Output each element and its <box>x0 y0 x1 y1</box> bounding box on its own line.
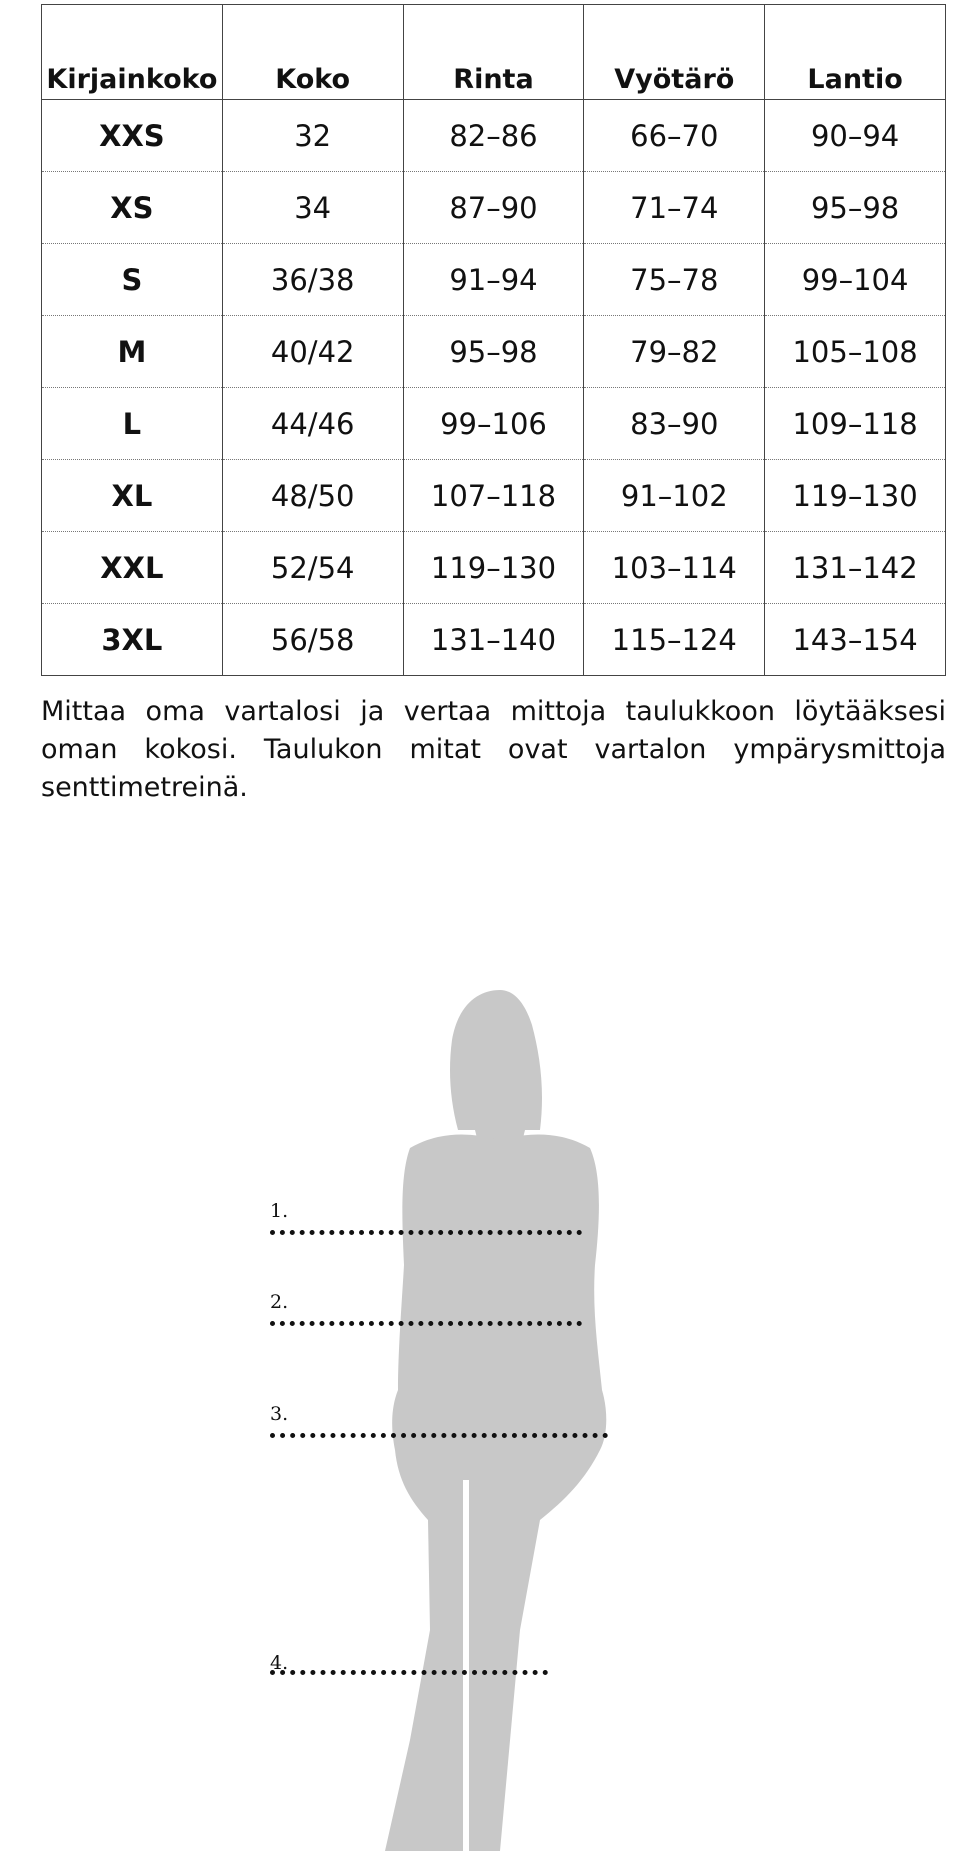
letter-size-cell: S <box>42 244 223 316</box>
hips-cell: 99–104 <box>765 244 946 316</box>
marker-number: 2. <box>270 1291 289 1313</box>
letter-size-cell: XS <box>42 172 223 244</box>
header-letter-size: Kirjainkoko <box>42 5 223 100</box>
hips-cell: 131–142 <box>765 532 946 604</box>
measurement-marker-inseam <box>270 1652 548 1675</box>
chest-cell: 119–130 <box>403 532 584 604</box>
waist-cell: 91–102 <box>584 460 765 532</box>
header-size: Koko <box>222 5 403 100</box>
dotted-line <box>270 1670 548 1675</box>
marker-number: 1. <box>270 1200 289 1222</box>
waist-cell: 71–74 <box>584 172 765 244</box>
table-row <box>42 532 946 604</box>
hips-cell: 143–154 <box>765 604 946 676</box>
table-row <box>42 100 946 172</box>
marker-number: 4. <box>270 1652 289 1674</box>
chest-cell: 99–106 <box>403 388 584 460</box>
size-cell: 36/38 <box>222 244 403 316</box>
marker-number: 3. <box>270 1403 289 1425</box>
dotted-line <box>270 1230 582 1235</box>
size-cell: 48/50 <box>222 460 403 532</box>
letter-size-cell: 3XL <box>42 604 223 676</box>
hips-cell: 119–130 <box>765 460 946 532</box>
waist-cell: 66–70 <box>584 100 765 172</box>
letter-size-cell: M <box>42 316 223 388</box>
size-cell: 32 <box>222 100 403 172</box>
size-chart-table <box>41 4 946 676</box>
measurement-marker-hips <box>270 1403 608 1438</box>
size-cell: 56/58 <box>222 604 403 676</box>
table-row <box>42 388 946 460</box>
measurement-marker-chest <box>270 1200 582 1235</box>
measurement-marker-waist <box>270 1291 582 1326</box>
letter-size-cell: XL <box>42 460 223 532</box>
table-row <box>42 244 946 316</box>
table-row <box>42 316 946 388</box>
header-chest: Rinta <box>403 5 584 100</box>
size-cell: 44/46 <box>222 388 403 460</box>
chest-cell: 87–90 <box>403 172 584 244</box>
hips-cell: 105–108 <box>765 316 946 388</box>
letter-size-cell: L <box>42 388 223 460</box>
dotted-line <box>270 1433 608 1438</box>
dotted-line <box>270 1321 582 1326</box>
header-hips: Lantio <box>765 5 946 100</box>
table-row <box>42 460 946 532</box>
hips-cell: 109–118 <box>765 388 946 460</box>
chest-cell: 95–98 <box>403 316 584 388</box>
waist-cell: 79–82 <box>584 316 765 388</box>
waist-cell: 83–90 <box>584 388 765 460</box>
chest-cell: 91–94 <box>403 244 584 316</box>
size-cell: 40/42 <box>222 316 403 388</box>
hips-cell: 95–98 <box>765 172 946 244</box>
chest-cell: 82–86 <box>403 100 584 172</box>
waist-cell: 75–78 <box>584 244 765 316</box>
header-waist: Vyötärö <box>584 5 765 100</box>
size-cell: 34 <box>222 172 403 244</box>
waist-cell: 115–124 <box>584 604 765 676</box>
table-row <box>42 604 946 676</box>
letter-size-cell: XXS <box>42 100 223 172</box>
measurement-instructions: Mittaa oma vartalosi ja vertaa mittoja taulukkoon löytääksesi oman kokosi. Taulukon mitat ovat vartalon ympärysmittoja senttimetreinä. <box>41 696 946 803</box>
letter-size-cell: XXL <box>42 532 223 604</box>
chest-cell: 131–140 <box>403 604 584 676</box>
hips-cell: 90–94 <box>765 100 946 172</box>
chest-cell: 107–118 <box>403 460 584 532</box>
table-header-row <box>42 5 946 100</box>
table-row <box>42 172 946 244</box>
size-cell: 52/54 <box>222 532 403 604</box>
waist-cell: 103–114 <box>584 532 765 604</box>
